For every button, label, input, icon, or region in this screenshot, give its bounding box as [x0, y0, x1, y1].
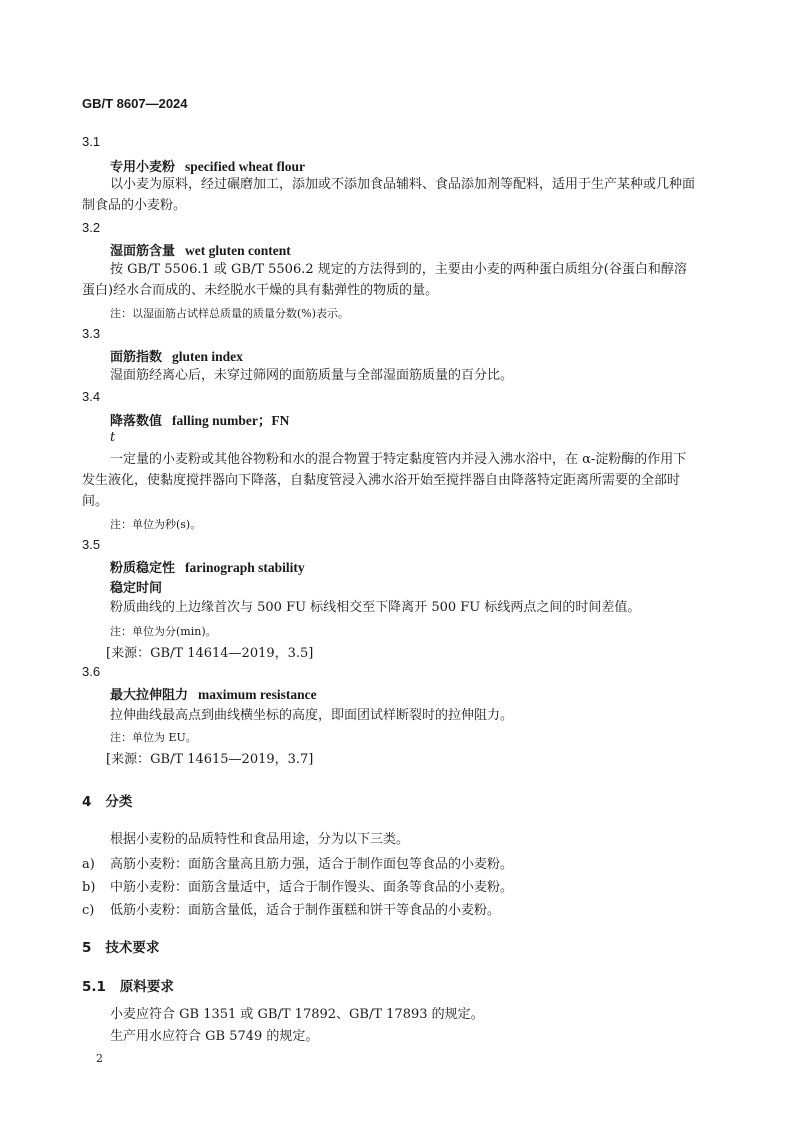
list-text: 高筋小麦粉：面筋含量高且筋力强，适合于制作面包等食品的小麦粉。 [110, 857, 514, 872]
paragraph: 小麦应符合 GB 1351 或 GB/T 17892、GB/T 17893 的规定。 [110, 1007, 484, 1022]
section-title: 技术要求 [105, 940, 160, 956]
note: 注：单位为 EU。 [110, 731, 197, 744]
term-heading [110, 684, 317, 703]
clause-number: 3.2 [82, 220, 101, 235]
term-cn: 最大拉伸阻力 [110, 688, 189, 703]
term-cn: 粉质稳定性 [110, 561, 176, 576]
symbol: t [110, 430, 116, 445]
subsection-number: 5.1 [82, 979, 106, 995]
list-label: a) [82, 857, 95, 872]
term-en: falling number；FN [172, 413, 290, 428]
list-text: 低筋小麦粉：面筋含量低，适合于制作蛋糕和饼干等食品的小麦粉。 [110, 903, 501, 918]
paragraph: 生产用水应符合 GB 5749 的规定。 [110, 1029, 319, 1044]
note: 注：以湿面筋占试样总质量的质量分数(%)表示。 [110, 307, 350, 320]
list-item [82, 899, 500, 918]
definition: 按 GB/T 5506.1 或 GB/T 5506.2 规定的方法得到的，主要由小麦的两种蛋白质组分(谷蛋白和醇溶蛋白)经水合而成的、未经脱水干燥的具有黏弹性的物质的量。 [82, 262, 687, 298]
clause-number: 3.6 [82, 664, 101, 679]
clause-number: 3.5 [82, 537, 101, 552]
term-heading [110, 346, 243, 365]
term-alt: 稳定时间 [110, 581, 163, 596]
list-item [82, 853, 513, 872]
subsection-heading [82, 975, 174, 995]
source-citation: [来源：GB/T 14615—2019，3.7] [106, 752, 314, 767]
subsection-title: 原料要求 [119, 979, 174, 995]
term-cn: 降落数值 [110, 414, 163, 429]
list-label: c) [82, 903, 95, 918]
term-heading [110, 156, 305, 175]
paragraph: 根据小麦粉的品质特性和食品用途，分为以下三类。 [110, 832, 410, 847]
term-cn: 专用小麦粉 [110, 160, 176, 175]
note: 注：单位为秒(s)。 [110, 518, 202, 531]
definition: 以小麦为原料，经过碾磨加工，添加或不添加食品辅料、食品添加剂等配料，适用于生产某种或几种面制食品的小麦粉。 [82, 177, 696, 213]
section-title: 分类 [105, 794, 133, 810]
term-heading [110, 557, 305, 576]
source-citation: [来源：GB/T 14614—2019，3.5] [106, 646, 314, 661]
term-en: farinograph stability [185, 560, 305, 575]
term-heading [110, 240, 291, 259]
list-text: 中筋小麦粉：面筋含量适中，适合于制作馒头、面条等食品的小麦粉。 [110, 880, 514, 895]
definition: 拉伸曲线最高点到曲线横坐标的高度，即面团试样断裂时的拉伸阻力。 [110, 708, 514, 723]
term-en: gluten index [172, 349, 243, 364]
definition: 一定量的小麦粉或其他谷物粉和水的混合物置于特定黏度管内并浸入沸水浴中，在 α-淀粉酶的作用下发生液化，使黏度搅拌器向下降落，自黏度管浸入沸水浴开始至搅拌器自由降落特定距离所需要的全部时间。 [82, 452, 687, 509]
list-item [82, 876, 513, 895]
clause-number: 3.3 [82, 326, 101, 341]
clause-number: 3.4 [82, 389, 101, 404]
section-number: 5 [82, 940, 92, 956]
term-cn: 面筋指数 [110, 350, 163, 365]
clause-number: 3.1 [82, 134, 101, 149]
term-en: specified wheat flour [185, 159, 305, 174]
section-heading [82, 790, 132, 810]
note: 注：单位为分(min)。 [110, 625, 217, 638]
term-en: maximum resistance [198, 687, 317, 702]
list-label: b) [82, 880, 96, 895]
definition: 粉质曲线的上边缘首次与 500 FU 标线相交至下降离开 500 FU 标线两点之间的时间差值。 [110, 600, 641, 615]
section-number: 4 [82, 794, 92, 810]
section-heading [82, 936, 159, 956]
standard-number: GB/T 8607—2024 [82, 96, 188, 111]
term-heading [110, 409, 289, 429]
definition: 湿面筋经离心后，未穿过筛网的面筋质量与全部湿面筋质量的百分比。 [110, 368, 514, 383]
page-number: 2 [96, 1052, 103, 1065]
term-en: wet gluten content [185, 243, 291, 258]
term-cn: 湿面筋含量 [110, 244, 176, 259]
